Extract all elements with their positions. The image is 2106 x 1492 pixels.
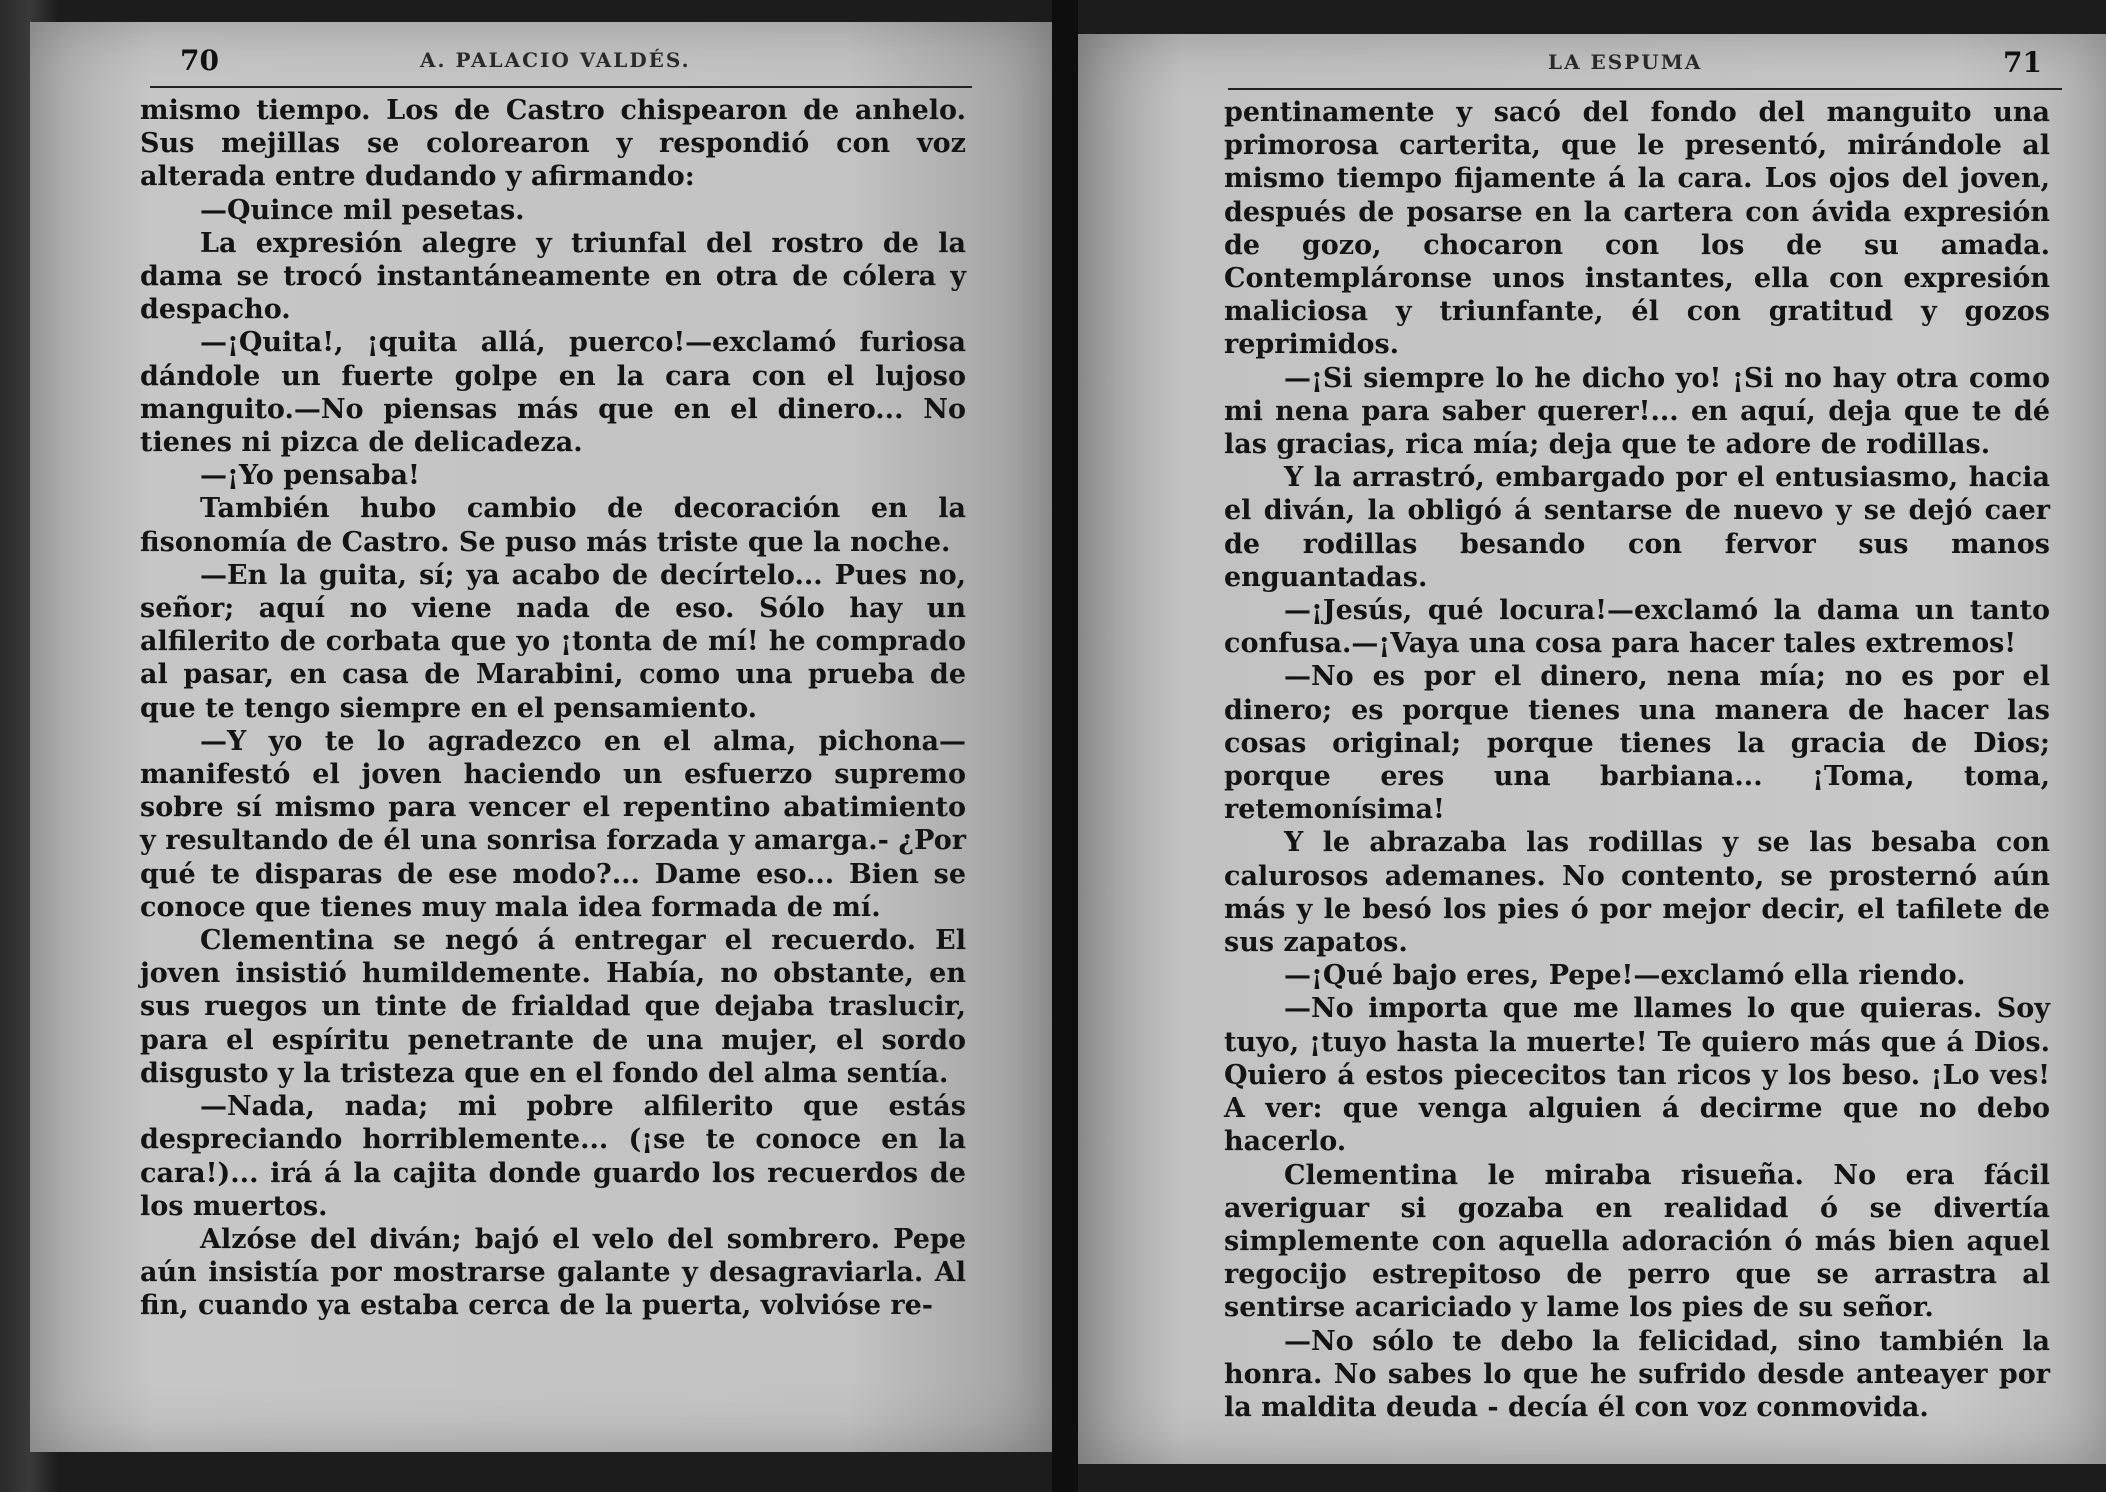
paragraph: pentinamente y sacó del fondo del manguito una primorosa carterita, que le presentó, mirándole al mismo tiempo fijamente á la cara. Los ojos del joven, después de posarse en la cartera con ávida expresión de gozo, chocaron con los de su amada. Contempláronse unos instantes, ella con expresión maliciosa y triunfante, él con gratitud y gozos reprimidos. — [1224, 97, 2050, 361]
paragraph: —No importa que me llames lo que quieras. Soy tuyo, ¡tuyo hasta la muerte! Te quiero más que á Dios. Quiero á estos piececitos tan ricos y los beso. ¡Lo ves! A ver: que venga alguien á decirme que no debo hacerlo. — [1224, 993, 2050, 1158]
header-rule — [1228, 88, 2062, 90]
right-page — [1078, 34, 2106, 1464]
paragraph: Y le abrazaba las rodillas y se las besaba con calurosos ademanes. No contento, se prosternó aún más y le besó los pies ó por mejor decir, el tafilete de sus zapatos. — [1224, 827, 2050, 959]
running-head: LA ESPUMA — [1548, 50, 1703, 74]
paragraph: —No sólo te debo la felicidad, sino también la honra. No sabes lo que he sufrido desde anteayer por la maldita deuda - decía él con voz conmovida. — [1224, 1325, 2050, 1423]
left-page-header — [150, 32, 972, 88]
right-page-body — [1224, 96, 2050, 1424]
right-page-header — [1228, 34, 2062, 90]
paragraph: —No es por el dinero, nena mía; no es por el dinero; es porque tienes una manera de hacer las cosas original; porque tienes la gracia de Dios; porque eres una barbiana... ¡Toma, toma, retemonísima! — [1224, 661, 2050, 826]
paragraph: mismo tiempo. Los de Castro chispearon de anhelo. Sus mejillas se colorearon y respondió con voz alterada entre dudando y afirmando: — [140, 95, 966, 193]
paragraph: —Y yo te lo agradezco en el alma, pichona—manifestó el joven haciendo un esfuerzo supremo sobre sí mismo para vencer el repentino abatimiento y resultando de él una sonrisa forzada y amarga.- ¿Por qué te disparas de ese modo?... Dame eso... Bien se conoce que tienes muy mala idea formada de mí. — [140, 725, 966, 923]
book-gutter — [1052, 0, 1078, 1492]
paragraph: —¡Jesús, qué locura!—exclamó la dama un tanto confusa.—¡Vaya una cosa para hacer tales extremos! — [1224, 595, 2050, 660]
running-head: A. PALACIO VALDÉS. — [420, 48, 691, 72]
paragraph: —En la guita, sí; ya acabo de decírtelo... Pues no, señor; aquí no viene nada de eso. Sólo hay un alfilerito de corbata que yo ¡tonta de mí! he comprado al pasar, en casa de Marabini, como una prueba de que te tengo siempre en el pensamiento. — [140, 559, 966, 724]
page-number: 70 — [180, 44, 219, 77]
paragraph: Clementina le miraba risueña. No era fácil averiguar si gozaba en realidad ó se divertía simplemente con aquella adoración ó más bien aquel regocijo estrepitoso de perro que se arrastra al sentirse acariciado y lame los pies de su señor. — [1224, 1159, 2050, 1324]
paragraph: Alzóse del diván; bajó el velo del sombrero. Pepe aún insistía por mostrarse galante y desagraviarla. Al fin, cuando ya estaba cerca de la puerta, volvióse re- — [140, 1223, 966, 1322]
paragraph: —Quince mil pesetas. — [200, 194, 525, 226]
paragraph: —¡Qué bajo eres, Pepe!—exclamó ella riendo. — [1284, 960, 1966, 992]
paragraph: La expresión alegre y triunfal del rostro de la dama se trocó instantáneamente en otra de cólera y despacho. — [140, 227, 966, 326]
page-number: 71 — [2003, 46, 2042, 79]
paragraph: Y la arrastró, embargado por el entusiasmo, hacia el diván, la obligó á sentarse de nuevo y se dejó caer de rodillas besando con fervor sus manos enguantadas. — [1224, 462, 2050, 593]
left-page-body — [140, 94, 966, 1323]
paragraph: —¡Si siempre lo he dicho yo! ¡Si no hay otra como mi nena para saber querer!... en aquí, deja que te dé las gracias, rica mía; deja que te adore de rodillas. — [1224, 362, 2050, 461]
paragraph: Clementina se negó á entregar el recuerdo. El joven insistió humildemente. Había, no obstante, en sus ruegos un tinte de frialdad que dejaba traslucir, para el espíritu penetrante de una mujer, el sordo disgusto y la tristeza que en el fondo del alma sentía. — [140, 925, 966, 1089]
left-page — [30, 22, 1052, 1452]
header-rule — [150, 86, 972, 88]
paragraph: También hubo cambio de decoración en la fisonomía de Castro. Se puso más triste que la noche. — [140, 493, 966, 558]
paragraph: —Nada, nada; mi pobre alfilerito que estás despreciando horriblemente... (¡se te conoce en la cara!)... irá á la cajita donde guardo los recuerdos de los muertos. — [140, 1091, 966, 1222]
paragraph: —¡Quita!, ¡quita allá, puerco!—exclamó furiosa dándole un fuerte golpe en la cara con el lujoso manguito.—No piensas más que en el dinero... No tienes ni pizca de delicadeza. — [140, 327, 966, 459]
paragraph: —¡Yo pensaba! — [200, 460, 420, 492]
